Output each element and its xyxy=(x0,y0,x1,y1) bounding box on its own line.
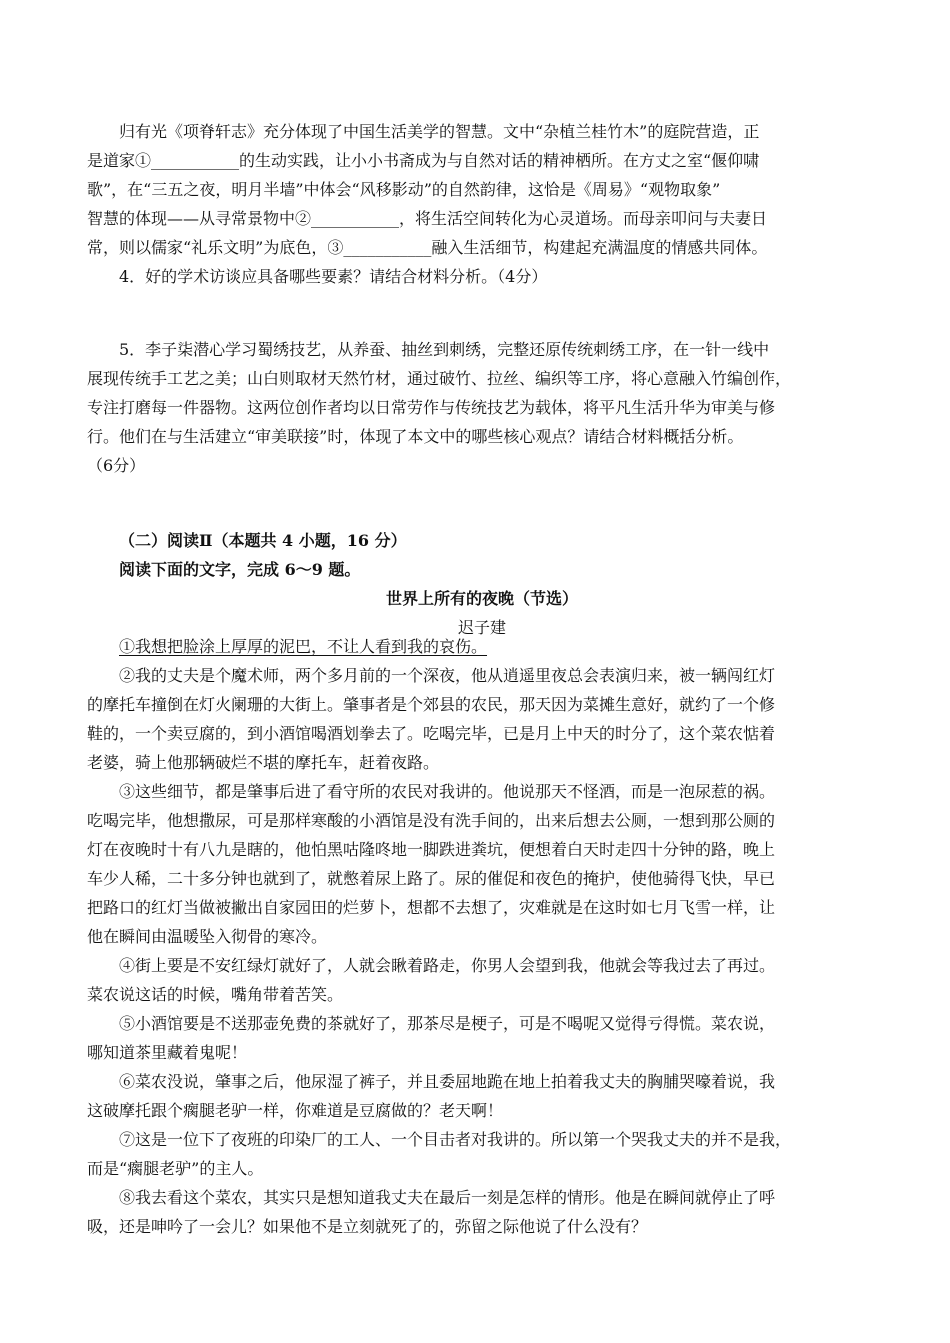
paragraph-2-line: ②我的丈夫是个魔术师，两个多月前的一个深夜，他从逍遥里夜总会表演归来，被一辆闯红灯 xyxy=(119,666,776,685)
question-5 xyxy=(87,335,877,480)
summary-line: 智慧的体现——从寻常景物中②___________，将生活空间转化为心灵道场。而母亲叩问与夫妻日 xyxy=(87,209,768,228)
summary-line: 是道家①___________的生动实践，让小小书斋成为与自然对话的精神栖所。在方丈之室“偃仰啸 xyxy=(87,151,760,170)
paragraph-8-line: 吸，还是呻吟了一会儿？如果他不是立刻就死了的，弥留之际他说了什么没有？ xyxy=(87,1217,648,1236)
paragraph-4-line: 菜农说这话的时候，嘴角带着苦笑。 xyxy=(87,985,344,1004)
section-2-header xyxy=(87,526,877,642)
section-heading: （二）阅读Ⅱ（本题共 4 小题，16 分） xyxy=(119,531,407,550)
question-5-line: 展现传统手工艺之美；山白则取材天然竹材，通过破竹、拉丝、编织等工序，将心意融入竹编创作， xyxy=(87,369,792,388)
paragraph-4-line: ④街上要是不安红绿灯就好了，人就会瞅着路走，你男人会望到我，他就会等我过去了再过。 xyxy=(119,956,776,975)
question-5-line: 专注打磨每一件器物。这两位创作者均以日常劳作与传统技艺为载体，将平凡生活升华为审美与修 xyxy=(87,398,776,417)
passage-body xyxy=(87,632,877,1241)
summary-line: 歌”，在“三五之夜，明月半墙”中体会“风移影动”的自然韵律，这恰是《周易》“观物取象” xyxy=(87,180,721,199)
question-5-line: 行。他们在与生活建立“审美联接”时，体现了本文中的哪些核心观点？请结合材料概括分析。 xyxy=(87,427,744,446)
paragraph-3-line: 灯在夜晚时十有八九是瞎的，他怕黑咕隆咚地一脚跌进粪坑，便想着白天时走四十分钟的路，晚上 xyxy=(87,840,776,859)
paragraph-2-line: 的摩托车撞倒在灯火阑珊的大街上。肇事者是个郊县的农民，那天因为菜摊生意好，就约了一个修 xyxy=(87,695,776,714)
passage-title: 世界上所有的夜晚（节选） xyxy=(385,589,578,608)
question-4 xyxy=(87,262,877,291)
passage-author: 迟子建 xyxy=(457,618,506,637)
question-4-text: 4．好的学术访谈应具备哪些要素？请结合材料分析。（4分） xyxy=(119,267,548,286)
underlined-sentence: ①我想把脸涂上厚厚的泥巴，不让人看到我的哀伤。 xyxy=(119,637,488,656)
paragraph-3-line: 吃喝完毕，他想撒尿，可是那样寒酸的小酒馆是没有洗手间的，出来后想去公厕，一想到那公厕的 xyxy=(87,811,776,830)
question-5-line: 5．李子柒潜心学习蜀绣技艺，从养蚕、抽丝到刺绣，完整还原传统刺绣工序，在一针一线中 xyxy=(119,340,770,359)
paragraph-6-line: 这破摩托跟个瘸腿老驴一样，你难道是豆腐做的？老天啊！ xyxy=(87,1101,504,1120)
paragraph-2-line: 鞋的，一个卖豆腐的，到小酒馆喝酒划拳去了。吃喝完毕，已是月上中天的时分了，这个菜农惦着 xyxy=(87,724,776,743)
paragraph-5-line: ⑤小酒馆要是不送那壶免费的茶就好了，那茶尽是梗子，可是不喝呢又觉得亏得慌。菜农说， xyxy=(119,1014,776,1033)
paragraph-3-line: 车少人稀，二十多分钟也就到了，就憋着尿上路了。尿的催促和夜色的掩护，使他骑得飞快，早已 xyxy=(87,869,776,888)
paragraph-7-line: 而是“瘸腿老驴”的主人。 xyxy=(87,1159,264,1178)
paragraph-3-line: 把路口的红灯当做被撇出自家园田的烂萝卜，想都不去想了，灾难就是在这时如七月飞雪一样，让 xyxy=(87,898,776,917)
paragraph-1 xyxy=(87,632,877,661)
summary-line: 常，则以儒家“礼乐文明”为底色，③___________融入生活细节，构建起充满温度的情感共同体。 xyxy=(87,238,768,257)
summary-line: 归有光《项脊轩志》充分体现了中国生活美学的智慧。文中“杂植兰桂竹木”的庭院营造，正 xyxy=(119,122,760,141)
section-instruction: 阅读下面的文字，完成 6～9 题。 xyxy=(119,560,361,579)
paragraph-6-line: ⑥菜农没说，肇事之后，他尿湿了裤子，并且委屈地跪在地上拍着我丈夫的胸脯哭嚎着说，我 xyxy=(119,1072,776,1091)
paragraph-5-line: 哪知道茶里藏着鬼呢！ xyxy=(87,1043,248,1062)
paragraph-7-line: ⑦这是一位下了夜班的印染厂的工人、一个目击者对我讲的。所以第一个哭我丈夫的并不是我， xyxy=(119,1130,792,1149)
paragraph-3-line: ③这些细节，都是肇事后进了看守所的农民对我讲的。他说那天不怪酒，而是一泡尿惹的祸。 xyxy=(119,782,776,801)
question-5-line: （6分） xyxy=(87,456,146,475)
summary-paragraph xyxy=(87,117,877,262)
paragraph-8-line: ⑧我去看这个菜农，其实只是想知道我丈夫在最后一刻是怎样的情形。他是在瞬间就停止了呼 xyxy=(119,1188,776,1207)
paragraph-2-line: 老婆，骑上他那辆破烂不堪的摩托车，赶着夜路。 xyxy=(87,753,440,772)
paragraph-3-line: 他在瞬间由温暖坠入彻骨的寒冷。 xyxy=(87,927,328,946)
